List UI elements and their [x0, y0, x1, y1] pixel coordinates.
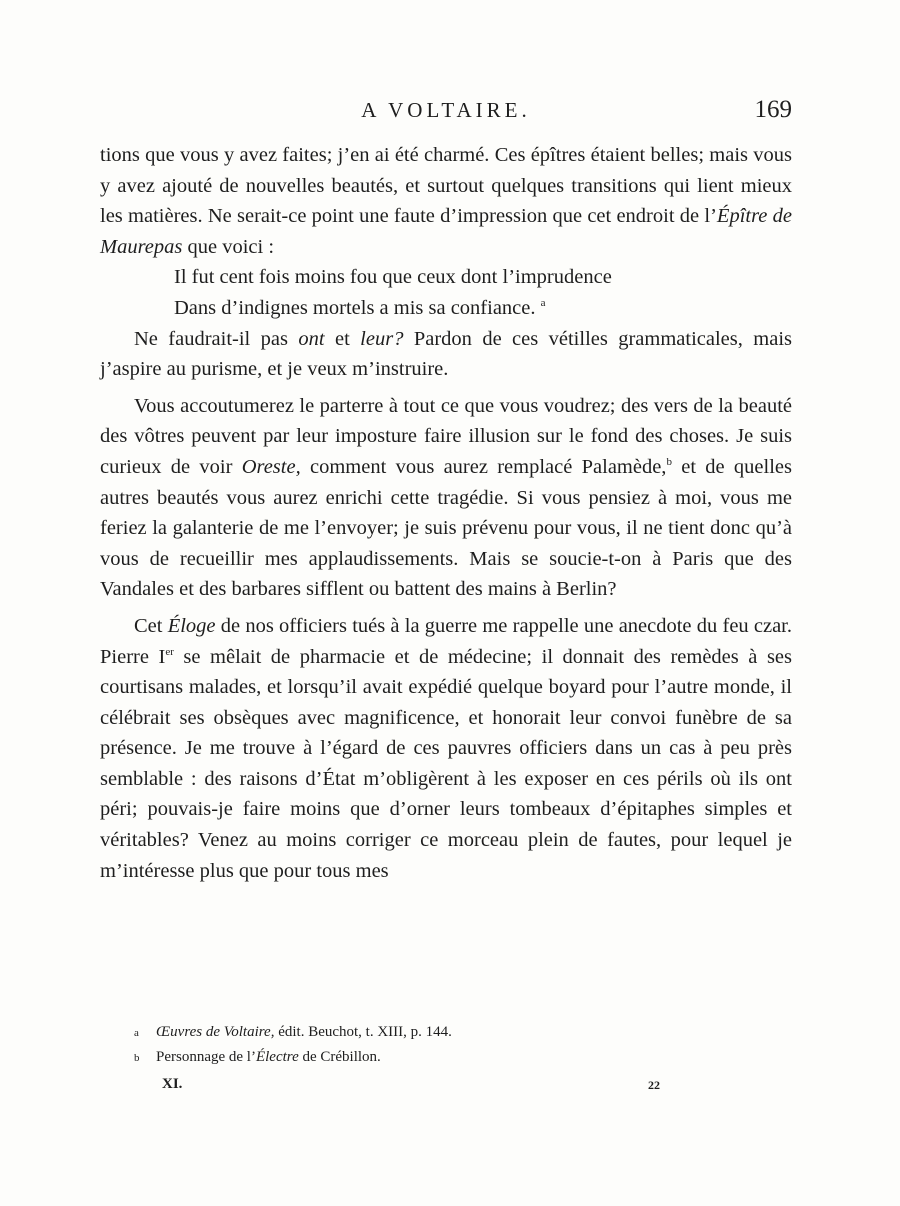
text-run: Vous accoutumerez le parterre à tout ce que vous voudrez; des vers de la beauté des vôtres peuvent par leur imposture faire illusion sur le fond des choses. Je suis curieux de voir	[100, 394, 792, 478]
verse-quotation	[174, 262, 792, 323]
page-number: 169	[754, 96, 792, 123]
italic-title: Épître de Maurepas	[100, 205, 793, 258]
volume-mark: XI.	[162, 1076, 183, 1092]
text-run: que voici :	[182, 235, 275, 258]
text-run: Ne faudrait-il pas	[134, 327, 299, 350]
italic-word: ont	[298, 327, 325, 350]
footnote-ref-b: b	[666, 455, 672, 468]
running-title: A VOLTAIRE.	[361, 98, 531, 122]
footnote-text: édit. Beuchot, t. XIII, p. 144.	[274, 1024, 452, 1040]
footnote-mark: b	[134, 1052, 140, 1064]
footnote-b	[134, 1045, 694, 1070]
italic-title: Oreste,	[241, 455, 301, 478]
italic-title: Éloge	[167, 614, 216, 637]
signature-number: 22	[648, 1078, 660, 1092]
paragraph-1	[100, 140, 792, 262]
text-run: se mêlait de pharmacie et de médecine; il donnait des remèdes à ses courtisans malades, et lorsqu’il avait expédié quelque boyard pour l’autre monde, il célébrait ses obsèques avec magnificence, et honorait leur convoi funèbre de sa présence. Je me trouve à l’égard de ces pauvres officiers dans un cas à peu près semblable : des raisons d’État m’obligèrent à les exposer en ces périls où ils ont péri; pouvais-je faire moins que d’orner leurs tombeaux d’épitaphes simples et véritables? Venez au moins corriger ce morceau plein de fautes, pour lequel je m’intéresse plus que pour tous mes	[100, 645, 792, 882]
verse-text: Dans d’indignes mortels a mis sa confiance.	[174, 296, 536, 319]
running-header	[100, 96, 792, 132]
text-run: et	[324, 327, 361, 350]
text-run: Pardon de ces vétilles grammaticales, mais j’aspire au purisme, et je veux m’instruire.	[100, 327, 792, 381]
footnote-mark: a	[134, 1027, 139, 1039]
italic-word: leur?	[360, 327, 404, 350]
footnote-italic: Œuvres de Voltaire,	[156, 1024, 275, 1040]
text-run: comment vous aurez remplacé Palamède,	[300, 455, 667, 478]
text-run: tions que vous y avez faites; j’en ai été charmé. Ces épîtres étaient belles; mais vous y avez ajouté de nouvelles beautés, et surtout quelques transitions qui lient mieux les matières. Ne serait-ce point une faute d’impression que cet endroit de l’	[100, 144, 792, 228]
verse-line-2	[174, 293, 792, 324]
paragraph-3	[100, 391, 792, 605]
verse-line-1: Il fut cent fois moins fou que ceux dont l’imprudence	[174, 266, 612, 289]
footnotes	[134, 1020, 694, 1070]
text-run: Cet	[134, 614, 168, 637]
paragraph-4	[100, 611, 792, 886]
footnote-text: Personnage de l’	[156, 1049, 256, 1065]
footnote-a	[134, 1020, 694, 1045]
footnote-text: de Crébillon.	[298, 1049, 381, 1065]
text-run: de nos officiers tués à la guerre me rappelle une anecdote du feu czar. Pierre I	[100, 614, 793, 668]
superscript: er	[165, 645, 174, 658]
letter-body	[100, 140, 792, 886]
paragraph-2	[100, 324, 792, 385]
footnote-italic: Électre	[255, 1049, 299, 1065]
footnote-ref-a: a	[540, 296, 546, 309]
text-run: et de quelles autres beautés vous aurez enrichi cette tragédie. Si vous pensiez à moi, vous me feriez la galanterie de me l’envoyer; je suis prévenu pour vous, il ne tient donc qu’à vous de recueillir mes applaudissements. Mais se soucie-t-on à Paris que des Vandales et des barbares sifflent ou battent des mains à Berlin?	[100, 455, 792, 601]
